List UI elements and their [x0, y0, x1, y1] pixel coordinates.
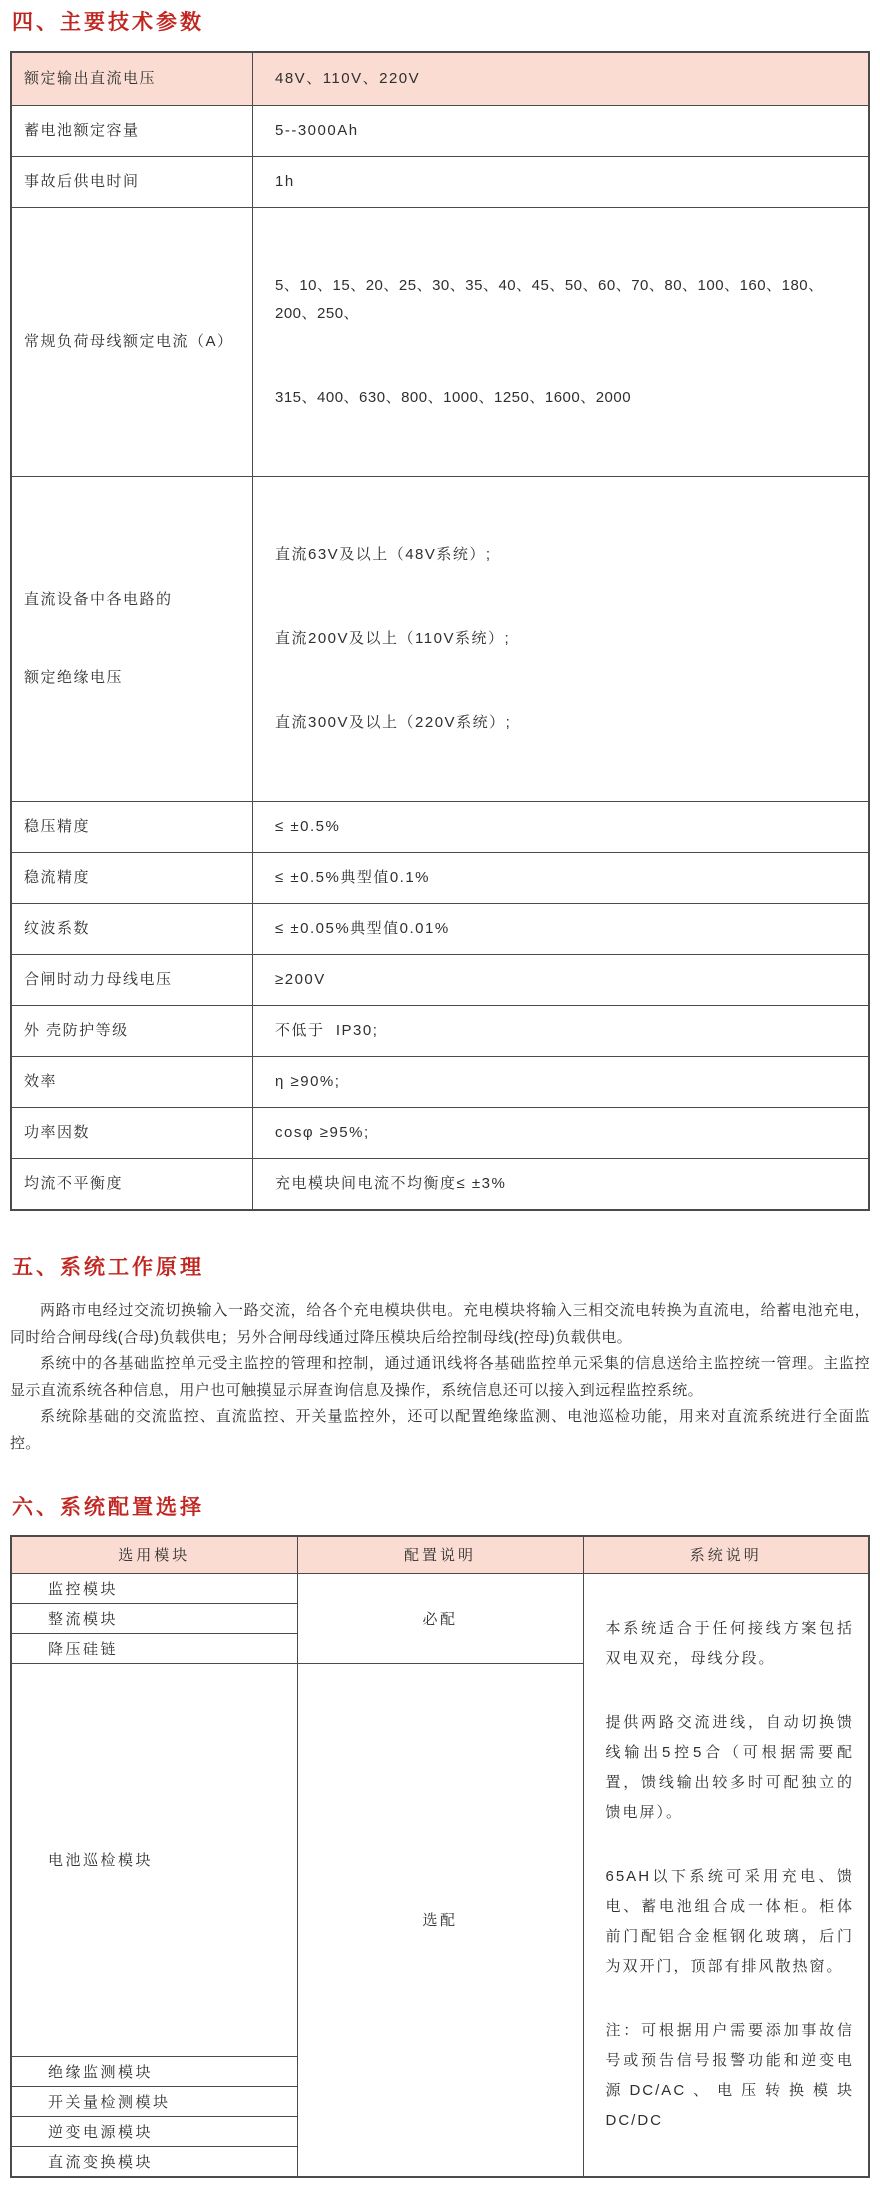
table-row	[11, 802, 869, 853]
config-cell-optional: 选配	[297, 1663, 583, 2177]
param-value: cosφ ≥95%;	[253, 1108, 870, 1159]
column-header-system-notes: 系统说明	[583, 1536, 869, 1574]
table-header-row	[11, 1536, 869, 1574]
param-label: 合闸时动力母线电压	[11, 955, 253, 1006]
table-row	[11, 955, 869, 1006]
value-line: 直流63V及以上（48V系统）;	[275, 546, 492, 564]
system-notes-cell	[583, 1573, 869, 2177]
module-cell: 绝缘监测模块	[11, 2056, 297, 2086]
param-label: 外 壳防护等级	[11, 1006, 253, 1057]
module-cell: 监控模块	[11, 1573, 297, 1603]
module-cell: 逆变电源模块	[11, 2116, 297, 2146]
table-row	[11, 1159, 869, 1211]
value-line: 5、10、15、20、25、30、35、40、45、50、60、70、80、100、160、180、200、250、	[275, 277, 824, 323]
param-label: 额定输出直流电压	[11, 52, 253, 106]
system-note-line: 注：可根据用户需要添加事故信号或预告信号报警功能和逆变电源DC/AC、电压转换模块DC/DC	[605, 2021, 854, 2129]
param-value: η ≥90%;	[253, 1057, 870, 1108]
system-note-line: 本系统适合于任何接线方案包括双电双充，母线分段。	[605, 1619, 854, 1667]
table-row	[11, 157, 869, 208]
param-label: 效率	[11, 1057, 253, 1108]
module-cell: 降压硅链	[11, 1633, 297, 1663]
value-line: 直流300V及以上（220V系统）;	[275, 714, 512, 732]
module-cell: 整流模块	[11, 1603, 297, 1633]
param-value: 1h	[253, 157, 870, 208]
table-row	[11, 853, 869, 904]
param-value: ≥200V	[253, 955, 870, 1006]
table-row	[11, 1573, 869, 1603]
param-label: 常规负荷母线额定电流（A）	[11, 208, 253, 477]
module-cell: 直流变换模块	[11, 2146, 297, 2177]
label-line: 直流设备中各电路的	[24, 591, 173, 609]
config-cell-required: 必配	[297, 1573, 583, 1663]
paragraph: 系统除基础的交流监控、直流监控、开关量监控外，还可以配置绝缘监测、电池巡检功能，用来对直流系统进行全面监控。	[10, 1408, 870, 1452]
table-row	[11, 1006, 869, 1057]
table-row	[11, 52, 869, 106]
param-label: 功率因数	[11, 1108, 253, 1159]
section-title-configuration-selection: 六、系统配置选择	[12, 1496, 204, 1520]
param-value: 充电模块间电流不均衡度≤ ±3%	[253, 1159, 870, 1211]
table-row	[11, 1057, 869, 1108]
param-value: 5--3000Ah	[253, 106, 870, 157]
table-row	[11, 208, 869, 477]
table-row	[11, 106, 869, 157]
param-label: 稳流精度	[11, 853, 253, 904]
param-label: 均流不平衡度	[11, 1159, 253, 1211]
system-note-line: 65AH以下系统可采用充电、馈电、蓄电池组合成一体柜。柜体前门配铝合金框钢化玻璃，后门为双开门，顶部有排风散热窗。	[605, 1867, 854, 1975]
param-label	[11, 477, 253, 802]
value-line: 直流200V及以上（110V系统）;	[275, 630, 511, 648]
working-principle-text	[10, 1298, 870, 1457]
module-cell: 电池巡检模块	[11, 1663, 297, 2056]
section-title-technical-parameters: 四、主要技术参数	[12, 11, 204, 34]
param-value: 不低于 IP30;	[253, 1006, 870, 1057]
column-header-modules: 选用模块	[11, 1536, 297, 1574]
table-row	[11, 477, 869, 802]
paragraph: 两路市电经过交流切换输入一路交流，给各个充电模块供电。充电模块将输入三相交流电转换为直流电，给蓄电池充电，同时给合闸母线(合母)负载供电；另外合闸母线通过降压模块后给控制母线(控母)负载供电。	[10, 1302, 870, 1346]
param-label: 事故后供电时间	[11, 157, 253, 208]
param-label: 蓄电池额定容量	[11, 106, 253, 157]
configuration-table	[10, 1535, 870, 2178]
table-row	[11, 904, 869, 955]
section-title-working-principle: 五、系统工作原理	[12, 1256, 204, 1280]
param-label: 纹波系数	[11, 904, 253, 955]
param-label: 稳压精度	[11, 802, 253, 853]
technical-parameters-table	[10, 51, 870, 1211]
param-value: 48V、110V、220V	[253, 52, 870, 106]
column-header-config: 配置说明	[297, 1536, 583, 1574]
module-cell: 开关量检测模块	[11, 2086, 297, 2116]
table-row	[11, 1108, 869, 1159]
param-value: ≤ ±0.5%	[253, 802, 870, 853]
paragraph: 系统中的各基础监控单元受主监控的管理和控制，通过通讯线将各基础监控单元采集的信息送给主监控统一管理。主监控显示直流系统各种信息，用户也可触摸显示屏查询信息及操作，系统信息还可以接入到远程监控系统。	[10, 1355, 870, 1399]
param-value	[253, 208, 870, 477]
param-value	[253, 477, 870, 802]
label-line: 额定绝缘电压	[24, 669, 124, 687]
system-note-line: 提供两路交流进线，自动切换馈线输出5控5合（可根据需要配置，馈线输出较多时可配独立的馈电屏）。	[605, 1713, 854, 1821]
param-value: ≤ ±0.5%典型值0.1%	[253, 853, 870, 904]
param-value: ≤ ±0.05%典型值0.01%	[253, 904, 870, 955]
value-line: 315、400、630、800、1000、1250、1600、2000	[275, 389, 632, 407]
